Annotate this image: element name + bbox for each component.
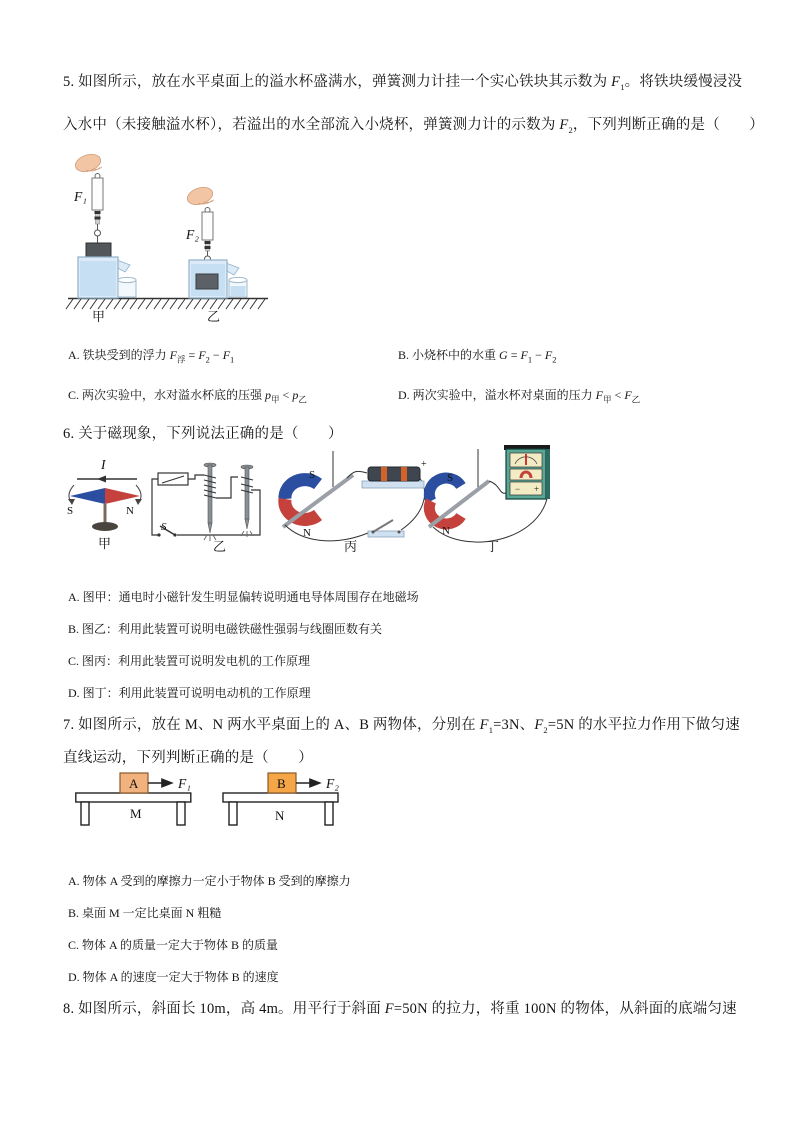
table-m-label: M (130, 806, 142, 821)
horseshoe-magnet-top (429, 478, 461, 501)
needle-north (105, 488, 140, 504)
q6-option-b: B. 图乙：利用此装置可说明电磁铁磁性强弱与线圈匝数有关 (68, 622, 383, 636)
q8-stem-line1: 8. 如图所示，斜面长 10m，高 4m。用平行于斜面 F=50N 的拉力，将重 100N 的物体，从斜面的底端匀速 (63, 1001, 737, 1017)
setup-yi-label: 乙 (207, 309, 221, 324)
north-label: N (126, 505, 134, 517)
iron-block-submerged (196, 274, 218, 289)
q7-option-b: B. 桌面 M 一定比桌面 N 粗糙 (68, 906, 222, 920)
spring-scale-icon (92, 174, 103, 244)
figure-q7-tables (75, 768, 345, 830)
diagram-bing-label: 丙 (344, 539, 358, 554)
block-a-label: A (129, 776, 139, 791)
south-label: S (67, 505, 74, 517)
battery (362, 459, 427, 488)
plus-terminal-label: + (534, 484, 540, 494)
electromagnet-nail-left (204, 463, 216, 541)
minus-terminal-label: − (515, 484, 521, 494)
compass-current-demo (67, 457, 142, 551)
figure-q6-magnetism-demos (63, 441, 558, 566)
current-label: I (101, 457, 106, 472)
north-label: N (303, 527, 311, 539)
q6-option-c: C. 图丙：利用此装置可说明发电机的工作原理 (68, 654, 311, 668)
q5-stem-line1: 5. 如图所示，放在水平桌面上的溢水杯盛满水，弹簧测力计挂一个实心铁块其示数为 $F_1$。将铁块缓慢浸没 (63, 74, 743, 92)
q7-option-d: D. 物体 A 的速度一定大于物体 B 的速度 (68, 970, 279, 984)
q6-option-a: A. 图甲：通电时小磁针发生明显偏转说明通电导体周围存在地磁场 (68, 590, 419, 604)
south-label: S (447, 472, 454, 484)
q5-stem-line2: 入水中（未接触溢水杯），若溢出的水全部流入小烧杯，弹簧测力计的示数为 $F_2$，下列判断正确的是（ ） (63, 117, 764, 135)
north-label: N (442, 525, 450, 537)
q5-option-c: C. 两次实验中，水对溢水杯底的压强 $p_甲 < p_乙$ (68, 388, 307, 405)
switch (368, 520, 404, 537)
generator-principle-demo (429, 445, 550, 554)
q5-option-b: B. 小烧杯中的水重 $G = F_1 - F_2$ (398, 348, 557, 365)
motor-principle-demo (283, 451, 427, 554)
force-f1-label: F₁ (178, 776, 191, 791)
needle-south (70, 488, 105, 504)
q6-stem: 6. 关于磁现象，下列说法正确的是（ ） (63, 426, 343, 442)
beaker (118, 277, 136, 297)
beaker (229, 277, 247, 297)
table-m (76, 793, 191, 825)
galvanometer (504, 445, 550, 499)
q5-option-a: A. 铁块受到的浮力 $F_浮 = F_2 - F_1$ (68, 348, 235, 365)
q5-option-d: D. 两次实验中，溢水杯对桌面的压力 $F_甲 < F_乙$ (398, 388, 641, 405)
hand-icon (185, 184, 215, 208)
plus-terminal-label: + (421, 459, 427, 470)
diagram-ding-label: 丁 (486, 539, 500, 554)
switch-label: S (161, 521, 167, 533)
q6-option-d: D. 图丁：利用此装置可说明电动机的工作原理 (68, 686, 311, 700)
q7-stem-line2: 直线运动，下列判断正确的是（ ） (63, 750, 313, 766)
south-label: S (309, 469, 316, 481)
force-f2-label: F₂ (326, 776, 339, 791)
table-n-label: N (275, 808, 285, 823)
hand-icon (73, 151, 103, 175)
force-f1-label: F₁ (74, 189, 87, 204)
block-b-label: B (277, 776, 286, 791)
q7-stem-line1: 7. 如图所示，放在 M、N 两水平桌面上的 A、B 两物体，分别在 $F_1=3N$、$F_2=5N$ 的水平拉力作用下做匀速 (63, 717, 740, 735)
setup-jia-label: 甲 (92, 309, 106, 324)
ground-line (66, 299, 268, 310)
horseshoe-magnet-top (285, 480, 318, 499)
electromagnet-nail-right (241, 465, 253, 537)
diagram-jia-label: 甲 (98, 536, 112, 551)
figure-q5-overflow-cups (63, 147, 273, 332)
table-n (223, 793, 338, 825)
electromagnet-circuit-demo (152, 463, 260, 554)
force-f2-label: F₂ (186, 227, 199, 242)
horseshoe-magnet-bottom (285, 499, 318, 519)
q7-option-a: A. 物体 A 受到的摩擦力一定小于物体 B 受到的摩擦力 (68, 874, 351, 888)
q7-option-c: C. 物体 A 的质量一定大于物体 B 的质量 (68, 938, 279, 952)
diagram-yi-label: 乙 (213, 539, 227, 554)
